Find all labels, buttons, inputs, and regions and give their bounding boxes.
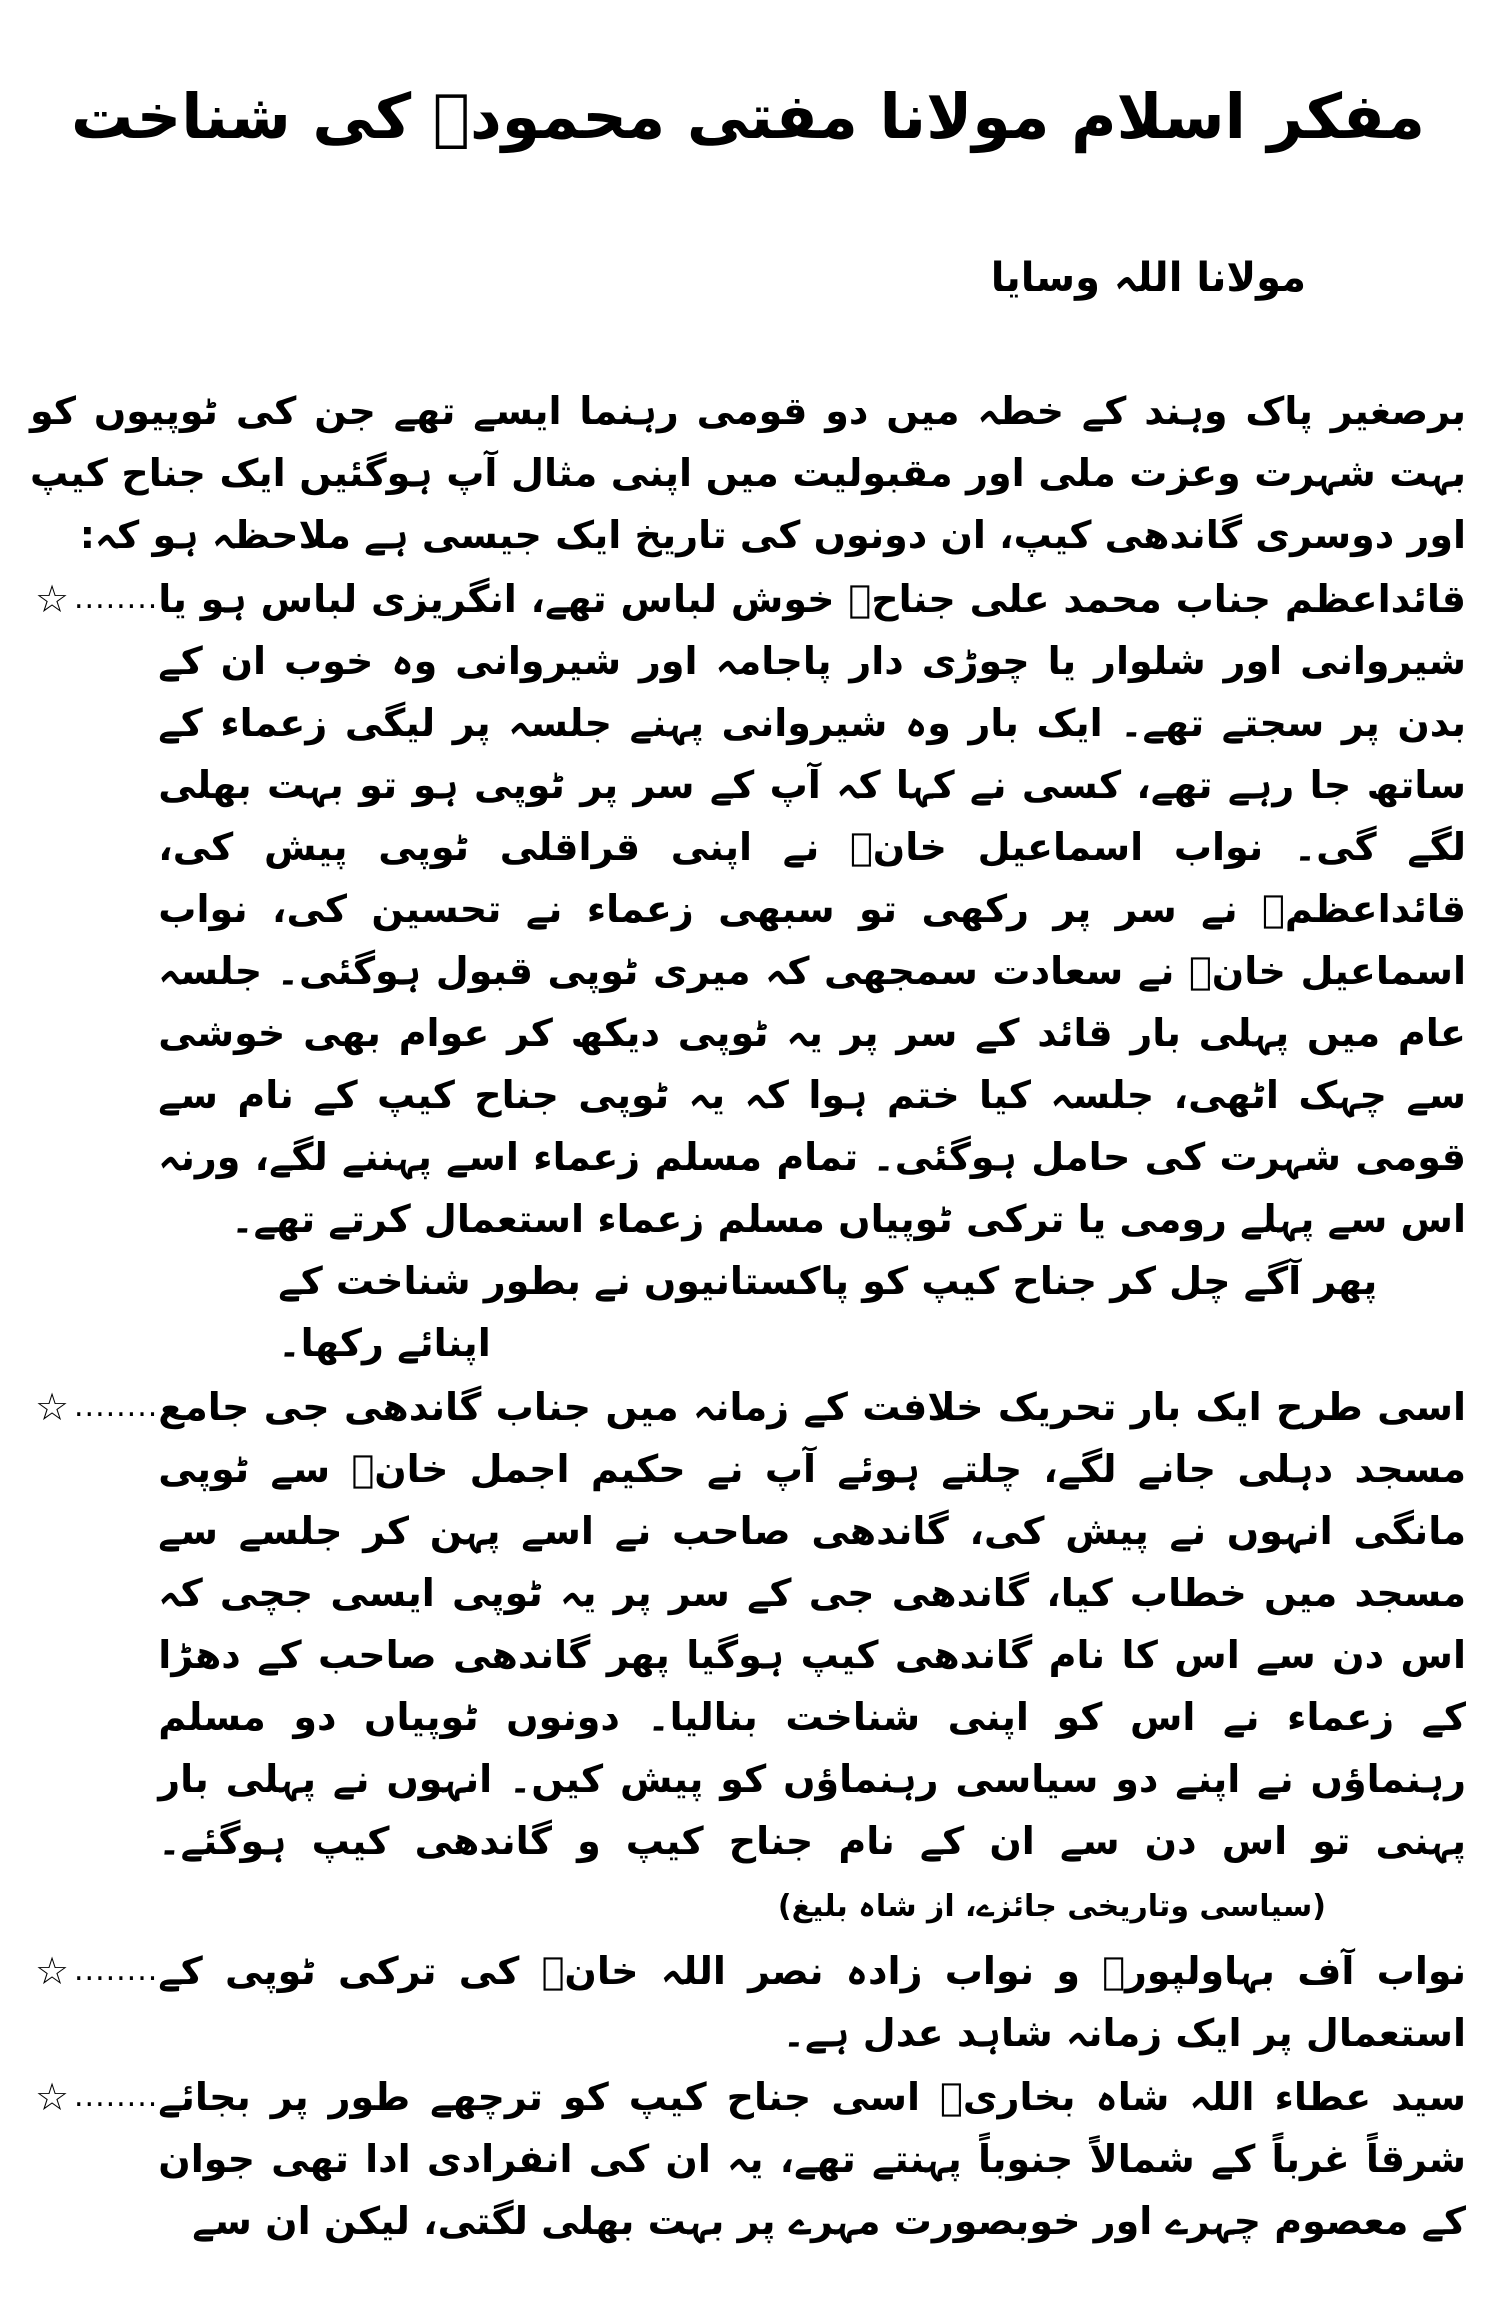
bullet-dots: ........ (74, 1953, 159, 1989)
bullet-dots: ........ (74, 2079, 159, 2115)
source-citation: (سیاسی وتاریخی جائزے، از شاہ بلیغ) (777, 1889, 1326, 1925)
list-item (30, 1940, 1466, 2064)
list-item-text: سید عطاء اللہ شاہ بخاریؒ اسی جناح کیپ کو ترچھے طور پر بجائے شرقاً غرباً کے شمالاً جنوباً پہنتے تھے، یہ ان کی انفرادی ادا تھی جوان کے معصوم چہرے اور خوبصورت مہرے پر بہت بھلی لگتی، لیکن ان سے (158, 2075, 1466, 2244)
intro-paragraph: برصغیر پاک وہند کے خطہ میں دو قومی رہنما ایسے تھے جن کی ٹوپیوں کو بہت شہرت وعزت ملی اور مقبولیت میں اپنی مثال آپ ہوگئیں ایک جناح کیپ اور دوسری گاندھی کیپ، ان دونوں کی تاریخ ایک جیسی ہے ملاحظہ ہو کہ: (30, 389, 1466, 558)
list-item-text (158, 1376, 1466, 1938)
page-title: مفکر اسلام مولانا مفتی محمودؒ کی شناخت (70, 80, 1426, 153)
jinnah-cap-text: قائداعظم جناب محمد علی جناحؒ خوش لباس تھے، انگریزی لباس ہو یا شیروانی اور شلوار یا چوڑی دار پاجامہ اور شیروانی وہ خوب ان کے بدن پر سجتے تھے۔ ایک بار وہ شیروانی پہنے جلسہ پر لیگی زعماء کے ساتھ جا رہے تھے، کسی نے کہا کہ آپ کے سر پر ٹوپی ہو تو بہت بھلی لگے گی۔ نواب اسماعیل خانؒ نے اپنی قراقلی ٹوپی پیش کی، قائداعظمؒ نے سر پر رکھی تو سبھی زعماء نے تحسین کی، نواب اسماعیل خانؒ نے سعادت سمجھی کہ میری ٹوپی قبول ہوگئی۔ جلسہ عام میں پہلی بار قائد کے سر پر یہ ٹوپی دیکھ کر عوام بھی خوشی سے چہک اٹھی، جلسہ کیا ختم ہوا کہ یہ ٹوپی جناح کیپ کے نام سے قومی شہرت کی حامل ہوگئی۔ تمام مسلم زعماء اسے پہننے لگے، ورنہ اس سے پہلے رومی یا ترکی ٹوپیاں مسلم زعماء استعمال کرتے تھے۔ (158, 577, 1466, 1242)
list-item-text: نواب آف بہاولپورؒ و نواب زادہ نصر اللہ خانؒ کی ترکی ٹوپی کے استعمال پر ایک زمانہ شاہد عدل ہے۔ (158, 1949, 1466, 2056)
star-icon: ☆ (34, 577, 70, 622)
bullet-marker (30, 1940, 158, 2002)
gandhi-cap-text: اسی طرح ایک بار تحریک خلافت کے زمانہ میں جناب گاندھی جی جامع مسجد دہلی جانے لگے، چلتے ہوئے آپ نے حکیم اجمل خانؒ سے ٹوپی مانگی انہوں نے پیش کی، گاندھی صاحب نے اسے پہن کر جلسے سے مسجد میں خطاب کیا، گاندھی جی کے سر پر یہ ٹوپی ایسی جچی کہ اس دن سے اس کا نام گاندھی کیپ ہوگیا پھر گاندھی صاحب کے دھڑا کے زعماء نے اس کو اپنی شناخت بنالیا۔ دونوں ٹوپیاں دو مسلم رہنماؤں نے اپنے دو سیاسی رہنماؤں کو پیش کیں۔ انہوں نے پہلی بار پہنی تو اس دن سے ان کے نام جناح کیپ و گاندھی کیپ ہوگئے۔ (158, 1385, 1466, 1864)
bullet-marker (30, 568, 158, 630)
bullet-dots: ........ (74, 581, 159, 617)
star-icon: ☆ (34, 1385, 70, 1430)
list-item (30, 568, 1466, 1374)
star-icon: ☆ (34, 1949, 70, 1994)
bullet-marker (30, 1376, 158, 1438)
list-item (30, 1376, 1466, 1938)
jinnah-cap-closing: پھر آگے چل کر جناح کیپ کو پاکستانیوں نے بطور شناخت کے اپنائے رکھا۔ (278, 1259, 1378, 1366)
list-item (30, 2066, 1466, 2252)
star-icon: ☆ (34, 2075, 70, 2120)
list-item-text (158, 568, 1466, 1374)
author-name: مولانا اللہ وسایا (990, 255, 1306, 302)
bullet-marker (30, 2066, 158, 2128)
bullet-dots: ........ (74, 1389, 159, 1425)
